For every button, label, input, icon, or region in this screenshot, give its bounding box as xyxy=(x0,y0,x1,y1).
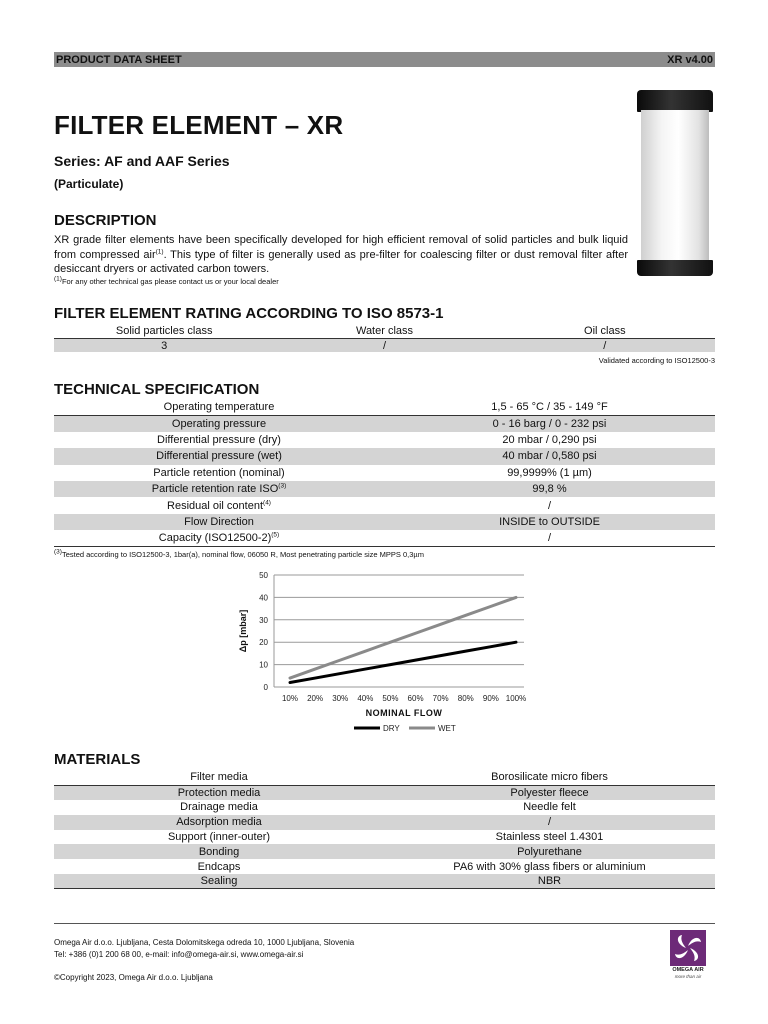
table-row: Differential pressure (wet) 40 mbar / 0,580 psi xyxy=(54,448,715,464)
footer-copyright: ©Copyright 2023, Omega Air d.o.o. Ljubljana xyxy=(54,973,213,982)
table-row: Endcaps PA6 with 30% glass fibers or aluminium xyxy=(197,860,646,873)
x-tick-label: 80% xyxy=(457,694,474,703)
logo-tagline: more than air xyxy=(674,974,702,979)
rating-value-solid: 3 xyxy=(161,339,168,352)
x-tick-label: 20% xyxy=(307,694,324,703)
table-row: Residual oil content$^{(4)}$ / xyxy=(167,498,552,512)
legend-label: WET xyxy=(438,724,456,733)
x-tick-label: 100% xyxy=(505,694,527,703)
description-text: XR grade filter elements have been specifically developed for high efficient removal of solid particles and bulk liquid from compressed air$^{(1)}$. This type of filter is generally used as pre-filter for coalescing filter or dust removal filter after desiccant dryers or activated carbon towers. xyxy=(54,234,628,275)
table-row: Protection media Polyester fleece xyxy=(54,785,715,800)
footer-address: Omega Air d.o.o. Ljubljana, Cesta Dolomitskega odreda 10, 1000 Ljubljana, Slovenia xyxy=(54,938,355,947)
rating-col-oil: Oil class xyxy=(584,325,626,337)
header-version: XR v4.00 xyxy=(667,53,713,66)
x-axis-label: NOMINAL FLOW xyxy=(365,708,443,718)
rating-header-row xyxy=(54,324,715,338)
table-row: Adsorption media / xyxy=(54,815,715,830)
logo-name: OMEGA AIR xyxy=(672,967,704,973)
logo-mark xyxy=(670,930,706,966)
subtitle: (Particulate) xyxy=(54,177,124,191)
y-tick-label: 50 xyxy=(259,571,268,580)
page-title: FILTER ELEMENT – XR xyxy=(54,110,344,140)
y-tick-label: 20 xyxy=(259,638,268,648)
header-bar xyxy=(54,52,715,67)
spec-table xyxy=(54,399,715,547)
materials-heading: MATERIALS xyxy=(54,751,141,768)
y-tick-label: 30 xyxy=(259,615,268,625)
description-footnote: $^{(1)}$For any other technical gas please contact us or your local dealer xyxy=(54,275,279,286)
rating-heading: FILTER ELEMENT RATING ACCORDING TO ISO 8573-1 xyxy=(54,305,444,322)
y-axis-label: Δp [mbar] xyxy=(238,609,248,653)
table-row: Filter media Borosilicate micro fibers xyxy=(190,771,608,784)
y-tick-label: 10 xyxy=(259,660,268,670)
footer-contact: Tel: +386 (0)1 200 68 00, e-mail: info@omega-air.si, www.omega-air.si xyxy=(54,950,304,959)
description-heading: DESCRIPTION xyxy=(54,212,157,229)
table-row: Capacity $(ISO12500-2)^{(5)}$ / xyxy=(54,530,715,546)
series-line-dry xyxy=(290,642,516,682)
x-tick-label: 50% xyxy=(382,694,399,703)
x-tick-label: 60% xyxy=(407,694,424,703)
footer-divider xyxy=(54,923,715,924)
filter-element-image xyxy=(637,90,713,280)
table-row: Flow Direction INSIDE to OUTSIDE xyxy=(54,514,715,530)
spec-heading: TECHNICAL SPECIFICATION xyxy=(54,381,260,398)
materials-table xyxy=(54,770,715,889)
table-row: Particle retention rate ISO$^{(3)}$ 99,8 % xyxy=(54,481,715,497)
rating-col-water: Water class xyxy=(355,325,414,337)
validated-note: Validated according to ISO12500-3 xyxy=(598,356,715,365)
table-row: Bonding Polyurethane xyxy=(54,844,715,859)
table-row: Drainage media Needle felt xyxy=(180,801,576,814)
x-tick-label: 70% xyxy=(432,694,449,703)
omega-air-logo xyxy=(668,930,708,982)
spec-footnote: $^{(3)}$Tested according to ISO12500-3, 1bar(a), nominal flow, 06050 R, Most penetrating particle size MPPS 0,3µm xyxy=(54,548,424,559)
rating-col-solid: Solid particles class xyxy=(115,325,213,337)
legend-label: DRY xyxy=(383,724,400,733)
rating-value-water: / xyxy=(382,339,387,352)
header-left: PRODUCT DATA SHEET xyxy=(56,53,182,66)
y-tick-label: 40 xyxy=(259,593,268,603)
table-row: Particle retention (nominal) 99,9999% (1 µm) xyxy=(153,466,592,479)
rating-value-oil: / xyxy=(603,339,607,352)
series-line: Series: AF and AAF Series xyxy=(54,153,230,169)
x-tick-label: 40% xyxy=(357,694,374,703)
y-tick-label: 0 xyxy=(263,683,268,692)
x-tick-label: 30% xyxy=(332,694,349,703)
x-tick-label: 10% xyxy=(281,694,299,703)
table-row: Operating pressure 0 - 16 barg / 0 - 232 psi xyxy=(54,415,715,431)
rating-table xyxy=(54,324,715,352)
table-row: Operating temperature 1,5 - 65 °C / 35 - 149 °F xyxy=(163,401,608,414)
rating-values-row xyxy=(54,338,715,352)
pressure-drop-chart xyxy=(222,566,542,738)
x-tick-label: 90% xyxy=(482,694,499,703)
series-line-wet xyxy=(290,597,516,678)
table-row: Sealing NBR xyxy=(54,874,715,889)
table-row: Differential pressure (dry) 20 mbar / 0,290 psi xyxy=(157,433,597,446)
table-row: Support (inner-outer) Stainless steel 1.4301 xyxy=(167,831,604,843)
